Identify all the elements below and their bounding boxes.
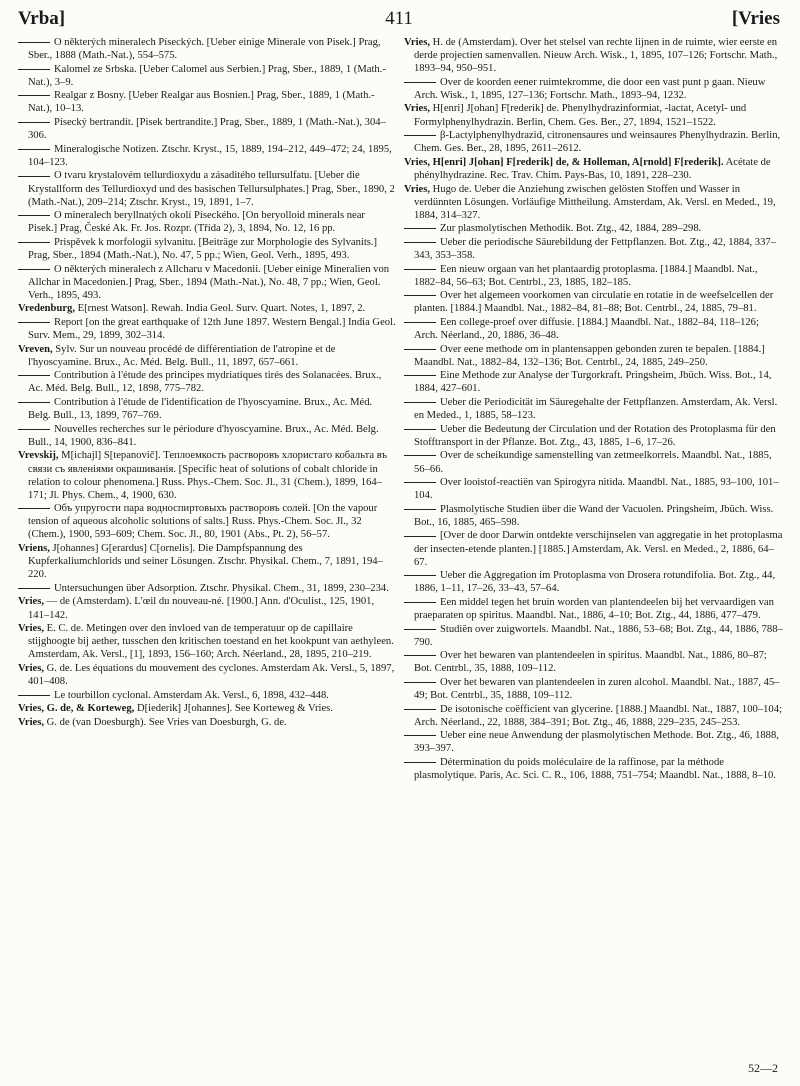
ditto-dash <box>404 228 436 229</box>
entry-text: Untersuchungen über Adsorption. Ztschr. Physikal. Chem., 31, 1899, 230–234. <box>54 582 389 594</box>
ditto-dash <box>404 82 436 83</box>
bibliography-entry <box>18 36 396 62</box>
bibliography-entry <box>404 529 784 568</box>
entry-text: D[iederik] J[ohannes]. See Korteweg & Vries. <box>136 703 333 715</box>
entry-text: Over looistof-reactiën van Spirogyra nitida. Maandbl. Nat., 1885, 93–100, 101–104. <box>414 477 779 502</box>
entry-text: O tvaru krystalovém tellurdioxydu a zásaditého tellursulfatu. [Ueber die Krystallform des Tellurdioxyd und des basischen Tellursulphates.] Prag, Sber., 1890, 2 (Math.-Nat.), 209–214; Ztschr. Kryst., 19, 1891, 1–7. <box>28 170 395 208</box>
entry-text: G. de. Les équations du mouvement des cyclones. Amsterdam Ak. Versl., 5, 1897, 401–408. <box>28 662 395 687</box>
ditto-dash <box>404 455 436 456</box>
ditto-dash <box>404 762 436 763</box>
bibliography-entry <box>18 63 396 89</box>
ditto-dash <box>404 536 436 537</box>
entry-text: Over het bewaren van plantendeelen in spiritus. Maandbl. Nat., 1886, 80–87; Bot. Centrbl., 35, 1888, 109–112. <box>414 650 767 675</box>
entry-author: Vriens, <box>18 543 50 555</box>
bibliography-entry <box>404 236 784 262</box>
bibliography-entry <box>404 756 784 782</box>
entry-text: Ueber die periodische Säurebildung der Fettpflanzen. Bot. Ztg., 42, 1884, 337–343, 353–358. <box>414 236 776 261</box>
bibliography-entry <box>18 169 396 208</box>
entry-author: Vries, H[enri] J[ohan] F[rederik] de, & Holleman, A[rnold] F[rederik]. <box>404 156 724 168</box>
ditto-dash <box>404 509 436 510</box>
entry-text: Over het bewaren van plantendeelen in zuren alcohol. Maandbl. Nat., 1887, 45–49; Bot. Centrbl., 35, 1888, 109–112. <box>414 677 780 702</box>
entry-text: H. de (Amsterdam). Over het stelsel van rechte lijnen in de ruimte, wier eerste en derde projectien samenvallen. Nieuw Arch. Wisk., 1, 1895, 107–126; Fortschr. Math., 1893–94, 950–951. <box>414 37 778 75</box>
entry-text: Over de scheikundige samenstelling van zetmeelkorrels. Maandbl. Nat., 1885, 56–66. <box>414 450 772 475</box>
bibliography-entry <box>18 582 396 595</box>
entry-text: Объ упругости пара водноспиртовыхъ растворовъ солей. [On the vapour tension of aqueous alcoholic solutions of salts.] Russ. Phys.-Chem. Soc. Jl., 32 (Chem.), 1900, 593–609; Chem. Soc. Jl., 80, 1901 (Abs., Pt. 2), 56–57. <box>28 503 378 541</box>
bibliography-entry <box>18 116 396 142</box>
bibliography-entry <box>18 302 396 315</box>
bibliography-entry <box>404 76 784 102</box>
bibliography-entry <box>404 649 784 675</box>
bibliography-entry <box>404 569 784 595</box>
entry-text: Písecký bertrandit. [Pisek bertrandite.] Prag, Sber., 1889, 1 (Math.-Nat.), 304–306. <box>28 117 386 142</box>
ditto-dash <box>18 176 50 177</box>
entry-text: Détermination du poids moléculaire de la raffinose, par la méthode plasmolytique. Paris, Ac. Sci. C. R., 106, 1888, 751–754; Maandbl. Nat., 1888, 8–10. <box>414 757 776 782</box>
entry-text: [Over de door Darwin ontdekte verschijnselen van aggregatie in het protoplasma der insecten-etende planten.] [1885.] Amsterdam, Ak. Versl. en Meded., 2, 1886, 64–67. <box>414 530 783 568</box>
bibliography-entry <box>404 289 784 315</box>
ditto-dash <box>404 602 436 603</box>
bibliography-entry <box>18 702 396 715</box>
bibliography-entry <box>18 209 396 235</box>
bibliography-entry <box>404 343 784 369</box>
signature-mark: 52—2 <box>748 1061 778 1075</box>
bibliography-entry <box>404 316 784 342</box>
bibliography-entry <box>18 542 396 581</box>
bibliography-entry <box>18 343 396 369</box>
ditto-dash <box>404 322 436 323</box>
entry-text: Een middel tegen het bruin worden van plantendeelen bij het vervaardigen van praeparaten op spiritus. Maandbl. Nat., 1886, 4–10; Bot. Ztg., 44, 1886, 477–479. <box>414 596 774 622</box>
ditto-dash <box>404 375 436 376</box>
entry-text: Ueber die Bedeutung der Circulation und der Rotation des Protoplasma für den Stofftransport in der Pflanze. Bot. Ztg., 43, 1885, 1–6, 17–26. <box>414 423 776 448</box>
bibliography-entry <box>404 263 784 289</box>
ditto-dash <box>404 735 436 736</box>
entry-text: Over de koorden eener ruimtekromme, die door een vast punt p gaan. Nieuw Arch. Wisk., 1, 1895, 127–136; Fortschr. Math., 1893–94, 1232. <box>414 76 766 101</box>
bibliography-entry <box>404 36 784 75</box>
ditto-dash <box>18 508 50 509</box>
entry-text: Eine Methode zur Analyse der Turgorkraft. Pringsheim, Jbüch. Wiss. Bot., 14, 1884, 427–601. <box>414 370 772 395</box>
entry-text: Nouvelles recherches sur le périodure d'hyoscyamine. Brux., Ac. Méd. Belg. Bull., 14, 1900, 836–841. <box>28 423 379 448</box>
ditto-dash <box>18 588 50 589</box>
bibliography-entry <box>404 476 784 502</box>
entry-text: Acétate de phénylhydrazine. Rec. Trav. Chim. Pays-Bas, 10, 1891, 228–230. <box>414 156 771 181</box>
ditto-dash <box>18 122 50 123</box>
ditto-dash <box>18 375 50 376</box>
entry-text: Plasmolytische Studien über die Wand der Vacuolen. Pringsheim, Jbüch. Wiss. Bot., 16, 1885, 465–598. <box>414 503 774 528</box>
entry-text: Over het algemeen voorkomen van circulatie en rotatie in de weefselcellen der planten. [1884.] Maandbl. Nat., 1882–84, 81–88; Bot. Centrbl., 24, 1885, 79–81. <box>414 290 774 315</box>
ditto-dash <box>404 709 436 710</box>
ditto-dash <box>404 295 436 296</box>
running-header <box>18 8 780 34</box>
entry-text: Een nieuw orgaan van het plantaardig protoplasma. [1884.] Maandbl. Nat., 1882–84, 56–63; Bot. Centrbl., 23, 1885, 182–185. <box>414 263 758 288</box>
entry-text: Le tourbillon cyclonal. Amsterdam Ak. Versl., 6, 1898, 432–448. <box>54 689 329 701</box>
ditto-dash <box>404 349 436 350</box>
entry-text: Hugo de. Ueber die Anziehung zwischen gelösten Stoffen und Wasser in verdünnten Lösungen. Vorläufige Mittheilung. Amsterdam, Ak. Versl. en Meded., 19, 1884, 314–327. <box>414 183 776 221</box>
bibliography-entry <box>404 396 784 422</box>
entry-author: Vries, <box>404 37 430 48</box>
entry-text: E. C. de. Metingen over den invloed van de temperatuur op de capillaire stijghoogte bij aether, tusschen den kritischen toestand en het kookpunt van aethyleen. Amsterdam, Ak. Versl., [1], 1893, 156–160; Arch. Néerland., 28, 1895, 210–219. <box>28 623 394 661</box>
ditto-dash <box>404 682 436 683</box>
entry-text: H[enri] J[ohan] F[rederik] de. Phenylhydrazinformiat, -lactat, Acetyl- und Formylphenylhydrazin. Berlin, Chem. Ges. Ber., 27, 1894, 1521–1522. <box>414 103 747 128</box>
ditto-dash <box>404 135 436 136</box>
entry-author: Vrevskij, <box>18 450 59 462</box>
entry-text: Kalomel ze Srbska. [Ueber Calomel aus Serbien.] Prag, Sber., 1889, 1 (Math.-Nat.), 3–9. <box>28 63 386 88</box>
ditto-dash <box>18 42 50 43</box>
bibliography-entry <box>404 156 784 182</box>
ditto-dash <box>404 482 436 483</box>
bibliography-entry <box>18 143 396 169</box>
header-right: [Vries <box>731 8 780 29</box>
entry-author: Vries, <box>18 662 44 674</box>
entry-text: Een college-proef over diffusie. [1884.] Maandbl. Nat., 1882–84, 118–126; Arch. Néerland., 20, 1886, 36–48. <box>414 316 759 342</box>
header-left: Vrba] <box>18 8 66 29</box>
ditto-dash <box>404 575 436 576</box>
ditto-dash <box>18 429 50 430</box>
ditto-dash <box>404 655 436 656</box>
bibliography-entry <box>404 596 784 622</box>
bibliography-entry <box>404 129 784 155</box>
ditto-dash <box>18 215 50 216</box>
entry-text: — de (Amsterdam). L'œil du nouveau-né. [1900.] Ann. d'Oculist., 125, 1901, 141–142. <box>28 596 375 621</box>
entry-text: Mineralogische Notizen. Ztschr. Kryst., 15, 1889, 194–212, 449–472; 24, 1895, 104–123. <box>28 143 392 168</box>
ditto-dash <box>404 242 436 243</box>
ditto-dash <box>18 402 50 403</box>
entry-text: Ueber die Aggregation im Protoplasma von Drosera rotundifolia. Bot. Ztg., 44, 1886, 1–11, 17–26, 33–43, 57–64. <box>414 570 776 595</box>
entry-text: Realgar z Bosny. [Ueber Realgar aus Bosnien.] Prag, Sber., 1889, 1 (Math.-Nat.), 10–13. <box>28 90 375 115</box>
bibliography-entry <box>404 703 784 729</box>
entry-text: Contribution à l'étude des principes mydriatiques tirés des Solanacées. Brux., Ac. Méd. Belg. Bull., 12, 1898, 775–782. <box>28 370 382 395</box>
bibliography-entry <box>404 183 784 222</box>
entry-text: Sylv. Sur un nouveau procédé de différentiation de l'atropine et de l'hyoscyamine. Brux., Ac. Méd. Belg. Bull., 11, 1897, 657–661. <box>28 343 336 368</box>
entry-author: Vries, <box>18 623 44 635</box>
entry-text: β-Lactylphenylhydrazid, citronensaures und weinsaures Phenylhydrazin. Berlin, Chem. Ges. Ber., 28, 1895, 2611–2612. <box>414 130 781 155</box>
ditto-dash <box>18 69 50 70</box>
bibliography-entry <box>18 449 396 501</box>
bibliography-entry <box>18 502 396 541</box>
right-column <box>404 36 784 1076</box>
bibliography-entry <box>404 503 784 529</box>
ditto-dash <box>18 695 50 696</box>
entry-text: E[rnest Watson]. Rewah. India Geol. Surv. Quart. Notes, 1, 1897, 2. <box>77 303 366 315</box>
ditto-dash <box>404 269 436 270</box>
entry-text: O mineralech beryllnatých okolí Píseckého. [On beryolloid minerals near Pisek.] Prag, České Ak. Fr. Jos. Rozpr. (Třída 2), 3, 1894, No. 12, 16 pp. <box>28 210 365 235</box>
bibliography-entry <box>404 423 784 449</box>
entry-author: Vries, <box>404 183 430 195</box>
bibliography-entry <box>18 689 396 702</box>
bibliography-entry <box>18 595 396 621</box>
entry-text: Ueber eine neue Anwendung der plasmolytischen Methode. Bot. Ztg., 46, 1888, 393–397. <box>414 730 779 755</box>
bibliography-entry <box>404 676 784 702</box>
ditto-dash <box>404 629 436 630</box>
bibliography-entry <box>18 89 396 115</box>
entry-text: O některých mineralech z Allcharu v Macedonii. [Ueber einige Mineralien von Allchar in Macedonien.] Prag, Sber., 1894 (Math.-Nat.), No. 48, 7 pp.; Wien, Geol. Verh., 1895, 493. <box>28 263 390 301</box>
bibliography-entry <box>18 716 396 729</box>
bibliography-entry <box>404 222 784 235</box>
entry-text: J[ohannes] G[erardus] C[ornelis]. Die Dampfspannung des Kupferkaliumchlorids und seiner Lösungen. Ztschr. Physikal. Chem., 7, 1891, 194–220. <box>28 543 383 581</box>
ditto-dash <box>18 322 50 323</box>
entry-author: Vries, <box>18 716 44 728</box>
bibliography-entry <box>18 622 396 661</box>
ditto-dash <box>18 242 50 243</box>
entry-author: Vries, G. de, & Korteweg, <box>18 703 135 715</box>
bibliography-entry <box>404 369 784 395</box>
ditto-dash <box>18 149 50 150</box>
bibliography-entry <box>18 396 396 422</box>
bibliography-entry <box>404 449 784 475</box>
entry-text: Zur plasmolytischen Methodik. Bot. Ztg., 42, 1884, 289–298. <box>440 223 702 235</box>
bibliography-entry <box>18 369 396 395</box>
entry-author: Vredenburg, <box>18 303 75 315</box>
entry-text: Studiën over zuigwortels. Maandbl. Nat., 1886, 53–68; Bot. Ztg., 44, 1886, 788–790. <box>414 623 783 648</box>
bibliography-entry <box>18 423 396 449</box>
bibliography-entry <box>18 662 396 688</box>
entry-author: Vreven, <box>18 343 53 355</box>
ditto-dash <box>404 402 436 403</box>
ditto-dash <box>404 429 436 430</box>
entry-text: O některých mineralech Píseckých. [Ueber einige Minerale von Pisek.] Prag, Sber., 1888 (Math.-Nat.), 554–575. <box>28 37 381 62</box>
page-number: 411 <box>385 8 413 29</box>
bibliography-entry <box>404 102 784 128</box>
bibliography-entry <box>404 623 784 649</box>
entry-text: Prispěvek k morfologii sylvanitu. [Beiträge zur Morphologie des Sylvanits.] Prag, Sber., 1894 (Math.-Nat.), No. 47, 5 pp.; Wien, Geol. Verh., 1895, 493. <box>28 236 378 261</box>
entry-text: Ueber die Periodicität im Säuregehalte der Fettpflanzen. Amsterdam, Ak. Versl. en Meded., 1, 1885, 58–123. <box>414 397 778 422</box>
ditto-dash <box>18 269 50 270</box>
entry-text: De isotonische coëfficient van glycerine. [1888.] Maandbl. Nat., 1887, 100–104; Arch. Néerland., 22, 1888, 384–391; Bot. Ztg., 46, 1888, 229–235, 245–253. <box>414 703 782 728</box>
bibliography-entry <box>18 316 396 342</box>
entry-text: G. de (van Doesburgh). See Vries van Doesburgh, G. de. <box>46 716 287 728</box>
bibliography-entry <box>18 263 396 302</box>
entry-author: Vries, <box>404 103 430 115</box>
left-column <box>18 36 396 1076</box>
entry-text: M[ichajl] S[tepanovič]. Теплоемкость растворовъ хлористаго кобальта въ связи съ явленіями окрашиванія. [Specific heat of solutions of cobalt chloride in relation to colour phenomena.] Russ. Phys.-Chem. Soc. Jl., 31 (Chem.), 1899, 164–171; Jl. Phys. Chem., 4, 1900, 630. <box>28 450 387 501</box>
entry-text: Report [on the great earthquake of 12th June 1897. Western Bengal.] India Geol. Surv. Mem., 29, 1899, 302–314. <box>28 316 396 342</box>
entry-author: Vries, <box>18 596 44 608</box>
bibliography-entry <box>18 236 396 262</box>
bibliography-entry <box>404 729 784 755</box>
ditto-dash <box>18 95 50 96</box>
entry-text: Over eene methode om in plantensappen gebonden zuren te bepalen. [1884.] Maandbl. Nat., 1882–84, 132–136; Bot. Centrbl., 24, 1885, 249–250. <box>414 343 765 368</box>
entry-text: Contribution à l'étude de l'identification de l'hyoscyamine. Brux., Ac. Méd. Belg. Bull., 13, 1899, 767–769. <box>28 397 373 422</box>
